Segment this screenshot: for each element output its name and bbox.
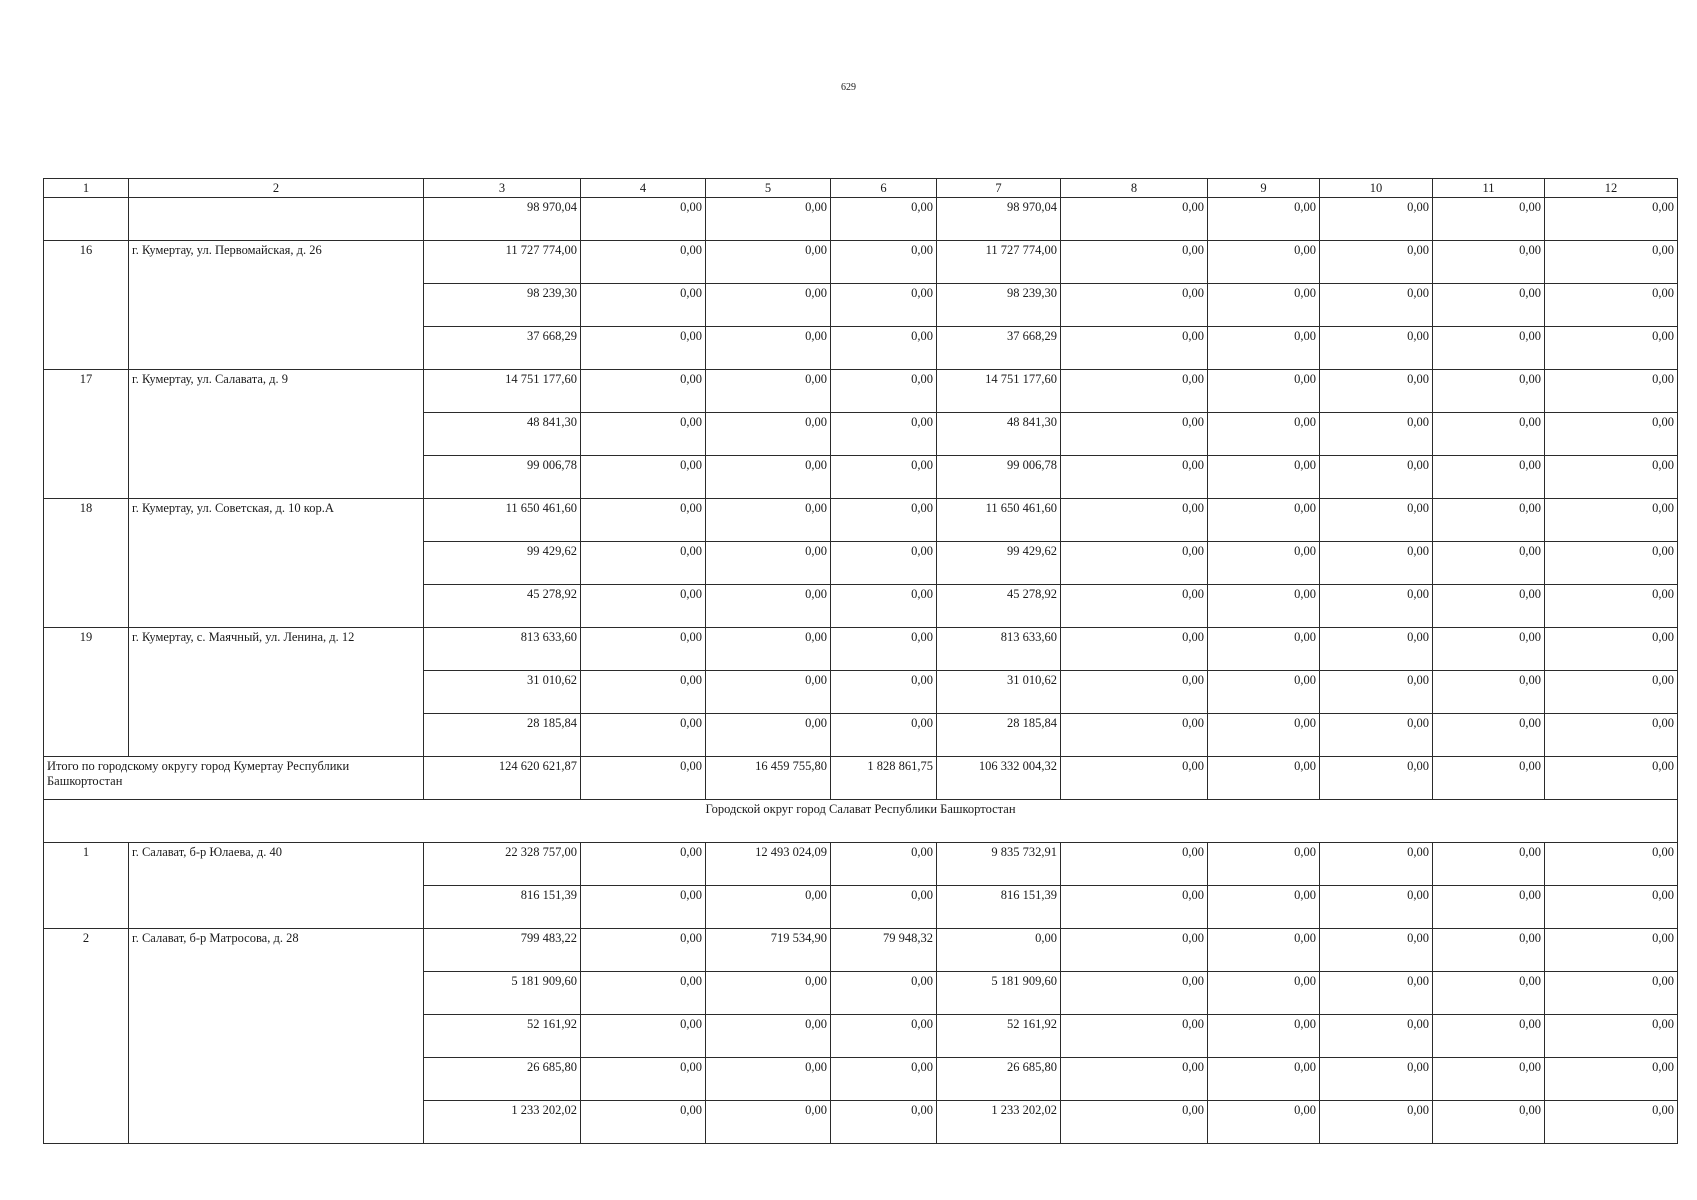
amount-cell: 0,00 [1320, 886, 1433, 929]
amount-cell: 0,00 [1433, 843, 1545, 886]
amount-cell: 0,00 [1320, 929, 1433, 972]
amount-cell: 0,00 [1208, 628, 1320, 671]
amount-cell: 0,00 [1320, 671, 1433, 714]
amount-cell: 799 483,22 [424, 929, 581, 972]
amount-cell: 14 751 177,60 [937, 370, 1061, 413]
amount-cell: 0,00 [706, 198, 831, 241]
amount-cell: 26 685,80 [937, 1058, 1061, 1101]
amount-cell: 0,00 [1208, 198, 1320, 241]
amount-cell: 0,00 [1545, 714, 1678, 757]
amount-cell: 0,00 [1208, 1015, 1320, 1058]
amount-cell: 0,00 [831, 585, 937, 628]
amount-cell: 0,00 [1061, 241, 1208, 284]
amount-cell: 813 633,60 [424, 628, 581, 671]
amount-cell: 0,00 [1208, 284, 1320, 327]
amount-cell: 0,00 [1320, 413, 1433, 456]
amount-cell: 0,00 [1061, 929, 1208, 972]
column-numbers-row [44, 179, 1678, 198]
amount-cell: 0,00 [1433, 671, 1545, 714]
amount-cell: 719 534,90 [706, 929, 831, 972]
amount-cell: 0,00 [1433, 929, 1545, 972]
column-header: 6 [831, 179, 937, 198]
amount-cell: 28 185,84 [424, 714, 581, 757]
amount-cell: 9 835 732,91 [937, 843, 1061, 886]
amount-cell: 48 841,30 [937, 413, 1061, 456]
amount-cell: 0,00 [1545, 972, 1678, 1015]
amount-cell: 0,00 [581, 714, 706, 757]
amount-cell: 12 493 024,09 [706, 843, 831, 886]
amount-cell: 0,00 [831, 1058, 937, 1101]
amount-cell: 0,00 [1545, 198, 1678, 241]
amount-cell: 0,00 [1433, 413, 1545, 456]
amount-cell: 0,00 [1061, 886, 1208, 929]
amount-cell: 0,00 [581, 1058, 706, 1101]
row-address: г. Салават, б-р Юлаева, д. 40 [129, 843, 424, 929]
amount-cell: 0,00 [831, 241, 937, 284]
amount-cell: 52 161,92 [937, 1015, 1061, 1058]
column-header: 10 [1320, 179, 1433, 198]
amount-cell: 0,00 [706, 886, 831, 929]
amount-cell: 0,00 [1208, 585, 1320, 628]
amount-cell: 98 970,04 [424, 198, 581, 241]
table-row [44, 198, 1678, 241]
total-amount-cell: 0,00 [1320, 757, 1433, 800]
amount-cell: 813 633,60 [937, 628, 1061, 671]
amount-cell: 0,00 [1208, 499, 1320, 542]
amount-cell: 0,00 [1545, 370, 1678, 413]
amount-cell: 0,00 [1208, 1058, 1320, 1101]
amount-cell: 0,00 [706, 499, 831, 542]
amount-cell: 0,00 [831, 843, 937, 886]
row-index: 19 [44, 628, 129, 757]
amount-cell: 0,00 [1320, 370, 1433, 413]
amount-cell: 0,00 [1545, 327, 1678, 370]
amount-cell: 0,00 [1433, 241, 1545, 284]
amount-cell: 0,00 [1061, 413, 1208, 456]
amount-cell: 14 751 177,60 [424, 370, 581, 413]
amount-cell: 0,00 [1208, 843, 1320, 886]
amount-cell: 0,00 [1545, 542, 1678, 585]
amount-cell: 98 970,04 [937, 198, 1061, 241]
total-amount-cell: 0,00 [1433, 757, 1545, 800]
table-row [44, 241, 1678, 284]
amount-cell: 0,00 [581, 628, 706, 671]
amount-cell: 0,00 [581, 972, 706, 1015]
amount-cell: 0,00 [581, 284, 706, 327]
amount-cell: 1 233 202,02 [937, 1101, 1061, 1144]
table-row [44, 843, 1678, 886]
amount-cell: 45 278,92 [937, 585, 1061, 628]
amount-cell: 79 948,32 [831, 929, 937, 972]
amount-cell: 0,00 [581, 241, 706, 284]
amount-cell: 26 685,80 [424, 1058, 581, 1101]
amount-cell: 0,00 [831, 198, 937, 241]
amount-cell: 0,00 [1433, 972, 1545, 1015]
amount-cell: 31 010,62 [937, 671, 1061, 714]
table-body [44, 179, 1678, 1144]
amount-cell: 0,00 [1208, 1101, 1320, 1144]
amount-cell: 22 328 757,00 [424, 843, 581, 886]
amount-cell: 0,00 [831, 1015, 937, 1058]
amount-cell: 0,00 [831, 499, 937, 542]
register-table [43, 178, 1678, 1144]
amount-cell: 0,00 [581, 198, 706, 241]
amount-cell: 1 233 202,02 [424, 1101, 581, 1144]
amount-cell: 0,00 [1320, 1101, 1433, 1144]
amount-cell: 0,00 [581, 929, 706, 972]
amount-cell: 816 151,39 [937, 886, 1061, 929]
table-row [44, 628, 1678, 671]
amount-cell: 37 668,29 [937, 327, 1061, 370]
amount-cell: 0,00 [831, 284, 937, 327]
amount-cell: 0,00 [706, 714, 831, 757]
amount-cell: 0,00 [1208, 241, 1320, 284]
amount-cell: 0,00 [581, 370, 706, 413]
amount-cell: 0,00 [1208, 413, 1320, 456]
amount-cell: 0,00 [706, 585, 831, 628]
amount-cell: 0,00 [831, 456, 937, 499]
amount-cell: 0,00 [706, 370, 831, 413]
amount-cell: 0,00 [706, 456, 831, 499]
amount-cell: 0,00 [831, 628, 937, 671]
total-label: Итого по городскому округу город Кумертау Республики Башкортостан [44, 757, 424, 800]
amount-cell: 0,00 [1320, 327, 1433, 370]
amount-cell: 0,00 [1433, 1015, 1545, 1058]
amount-cell: 816 151,39 [424, 886, 581, 929]
section-header-row [44, 800, 1678, 843]
amount-cell: 0,00 [706, 628, 831, 671]
column-header: 7 [937, 179, 1061, 198]
amount-cell: 0,00 [831, 972, 937, 1015]
amount-cell: 0,00 [1208, 972, 1320, 1015]
amount-cell: 99 006,78 [424, 456, 581, 499]
amount-cell: 0,00 [1320, 1015, 1433, 1058]
amount-cell: 0,00 [1061, 542, 1208, 585]
total-amount-cell: 1 828 861,75 [831, 757, 937, 800]
row-address: г. Салават, б-р Матросова, д. 28 [129, 929, 424, 1144]
total-amount-cell: 106 332 004,32 [937, 757, 1061, 800]
amount-cell: 0,00 [1433, 370, 1545, 413]
amount-cell: 0,00 [1061, 628, 1208, 671]
amount-cell: 0,00 [1545, 284, 1678, 327]
row-index: 1 [44, 843, 129, 929]
page-number: 629 [841, 82, 856, 93]
amount-cell: 0,00 [831, 671, 937, 714]
amount-cell: 0,00 [1545, 1015, 1678, 1058]
amount-cell: 0,00 [1545, 456, 1678, 499]
amount-cell: 0,00 [581, 585, 706, 628]
total-amount-cell: 0,00 [581, 757, 706, 800]
amount-cell: 0,00 [581, 327, 706, 370]
amount-cell: 0,00 [831, 1101, 937, 1144]
amount-cell: 0,00 [1433, 1101, 1545, 1144]
amount-cell: 0,00 [581, 413, 706, 456]
amount-cell: 0,00 [1433, 886, 1545, 929]
amount-cell: 0,00 [831, 370, 937, 413]
amount-cell: 0,00 [1433, 284, 1545, 327]
amount-cell: 0,00 [831, 413, 937, 456]
amount-cell: 0,00 [1545, 628, 1678, 671]
amount-cell: 0,00 [706, 327, 831, 370]
amount-cell: 0,00 [1061, 585, 1208, 628]
amount-cell: 0,00 [1061, 843, 1208, 886]
amount-cell: 0,00 [706, 972, 831, 1015]
amount-cell: 37 668,29 [424, 327, 581, 370]
amount-cell: 0,00 [1320, 585, 1433, 628]
row-address: г. Кумертау, с. Маячный, ул. Ленина, д. 12 [129, 628, 424, 757]
amount-cell: 52 161,92 [424, 1015, 581, 1058]
total-amount-cell: 0,00 [1208, 757, 1320, 800]
amount-cell: 0,00 [1061, 198, 1208, 241]
amount-cell: 0,00 [581, 1101, 706, 1144]
amount-cell: 0,00 [831, 327, 937, 370]
column-header: 3 [424, 179, 581, 198]
amount-cell: 0,00 [1320, 284, 1433, 327]
amount-cell: 0,00 [1433, 499, 1545, 542]
amount-cell: 0,00 [1320, 628, 1433, 671]
amount-cell: 48 841,30 [424, 413, 581, 456]
amount-cell: 0,00 [1208, 370, 1320, 413]
amount-cell: 0,00 [1061, 284, 1208, 327]
amount-cell: 11 727 774,00 [937, 241, 1061, 284]
amount-cell: 0,00 [831, 714, 937, 757]
amount-cell: 0,00 [1545, 886, 1678, 929]
amount-cell: 0,00 [581, 843, 706, 886]
amount-cell: 0,00 [1545, 241, 1678, 284]
amount-cell: 0,00 [706, 1015, 831, 1058]
amount-cell: 0,00 [1061, 1015, 1208, 1058]
column-header: 11 [1433, 179, 1545, 198]
amount-cell: 5 181 909,60 [937, 972, 1061, 1015]
amount-cell: 0,00 [1061, 1101, 1208, 1144]
total-amount-cell: 0,00 [1061, 757, 1208, 800]
total-amount-cell: 124 620 621,87 [424, 757, 581, 800]
amount-cell: 0,00 [706, 671, 831, 714]
amount-cell: 0,00 [1061, 499, 1208, 542]
amount-cell: 0,00 [1320, 972, 1433, 1015]
table-row [44, 499, 1678, 542]
amount-cell: 99 006,78 [937, 456, 1061, 499]
amount-cell: 0,00 [1433, 542, 1545, 585]
amount-cell: 0,00 [1061, 1058, 1208, 1101]
row-address: г. Кумертау, ул. Салавата, д. 9 [129, 370, 424, 499]
column-header: 2 [129, 179, 424, 198]
amount-cell: 0,00 [1061, 671, 1208, 714]
amount-cell: 0,00 [1208, 456, 1320, 499]
row-index: 17 [44, 370, 129, 499]
total-row [44, 757, 1678, 800]
amount-cell: 0,00 [1320, 499, 1433, 542]
amount-cell: 0,00 [1433, 327, 1545, 370]
amount-cell: 0,00 [581, 456, 706, 499]
amount-cell: 0,00 [831, 542, 937, 585]
amount-cell: 0,00 [1208, 542, 1320, 585]
amount-cell: 0,00 [706, 542, 831, 585]
amount-cell: 0,00 [1545, 1101, 1678, 1144]
amount-cell: 0,00 [706, 413, 831, 456]
amount-cell: 0,00 [1320, 241, 1433, 284]
amount-cell: 0,00 [706, 241, 831, 284]
amount-cell: 11 650 461,60 [937, 499, 1061, 542]
amount-cell: 0,00 [937, 929, 1061, 972]
row-index: 2 [44, 929, 129, 1144]
amount-cell: 0,00 [1320, 843, 1433, 886]
amount-cell: 99 429,62 [424, 542, 581, 585]
amount-cell: 0,00 [1061, 370, 1208, 413]
amount-cell: 0,00 [1545, 671, 1678, 714]
column-header: 8 [1061, 179, 1208, 198]
total-amount-cell: 0,00 [1545, 757, 1678, 800]
amount-cell: 0,00 [1320, 714, 1433, 757]
column-header: 1 [44, 179, 129, 198]
amount-cell: 0,00 [581, 1015, 706, 1058]
amount-cell: 0,00 [1208, 327, 1320, 370]
amount-cell: 0,00 [706, 1101, 831, 1144]
amount-cell: 98 239,30 [937, 284, 1061, 327]
row-index [44, 198, 129, 241]
amount-cell: 0,00 [1208, 714, 1320, 757]
amount-cell: 0,00 [831, 886, 937, 929]
amount-cell: 0,00 [1433, 198, 1545, 241]
amount-cell: 0,00 [706, 1058, 831, 1101]
amount-cell: 99 429,62 [937, 542, 1061, 585]
column-header: 12 [1545, 179, 1678, 198]
amount-cell: 0,00 [1433, 1058, 1545, 1101]
amount-cell: 0,00 [1208, 886, 1320, 929]
amount-cell: 0,00 [1061, 327, 1208, 370]
amount-cell: 0,00 [581, 542, 706, 585]
amount-cell: 0,00 [706, 284, 831, 327]
amount-cell: 31 010,62 [424, 671, 581, 714]
amount-cell: 11 650 461,60 [424, 499, 581, 542]
total-amount-cell: 16 459 755,80 [706, 757, 831, 800]
row-address: г. Кумертау, ул. Первомайская, д. 26 [129, 241, 424, 370]
row-address [129, 198, 424, 241]
amount-cell: 11 727 774,00 [424, 241, 581, 284]
row-index: 18 [44, 499, 129, 628]
table-row [44, 929, 1678, 972]
amount-cell: 0,00 [581, 499, 706, 542]
amount-cell: 0,00 [1320, 456, 1433, 499]
amount-cell: 0,00 [1320, 198, 1433, 241]
amount-cell: 0,00 [1433, 628, 1545, 671]
column-header: 4 [581, 179, 706, 198]
amount-cell: 45 278,92 [424, 585, 581, 628]
column-header: 5 [706, 179, 831, 198]
amount-cell: 0,00 [1320, 1058, 1433, 1101]
amount-cell: 0,00 [1433, 585, 1545, 628]
row-index: 16 [44, 241, 129, 370]
amount-cell: 0,00 [1433, 714, 1545, 757]
amount-cell: 0,00 [1061, 972, 1208, 1015]
amount-cell: 0,00 [1545, 929, 1678, 972]
amount-cell: 0,00 [1545, 413, 1678, 456]
amount-cell: 0,00 [1061, 714, 1208, 757]
column-header: 9 [1208, 179, 1320, 198]
amount-cell: 0,00 [581, 886, 706, 929]
amount-cell: 0,00 [1320, 542, 1433, 585]
amount-cell: 0,00 [581, 671, 706, 714]
amount-cell: 0,00 [1545, 585, 1678, 628]
amount-cell: 0,00 [1545, 499, 1678, 542]
amount-cell: 0,00 [1061, 456, 1208, 499]
amount-cell: 0,00 [1433, 456, 1545, 499]
amount-cell: 0,00 [1545, 1058, 1678, 1101]
amount-cell: 28 185,84 [937, 714, 1061, 757]
row-address: г. Кумертау, ул. Советская, д. 10 кор.А [129, 499, 424, 628]
amount-cell: 0,00 [1208, 929, 1320, 972]
amount-cell: 0,00 [1208, 671, 1320, 714]
amount-cell: 98 239,30 [424, 284, 581, 327]
amount-cell: 0,00 [1545, 843, 1678, 886]
table-row [44, 370, 1678, 413]
section-title: Городской округ город Салават Республики Башкортостан [44, 800, 1678, 843]
amount-cell: 5 181 909,60 [424, 972, 581, 1015]
